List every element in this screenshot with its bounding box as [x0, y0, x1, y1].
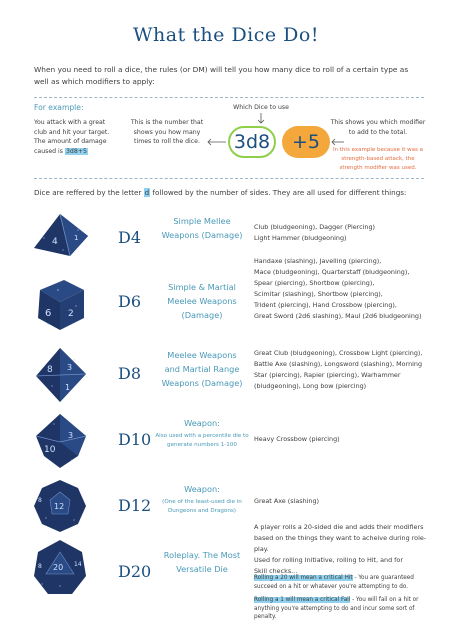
d12-code: D12 — [118, 496, 152, 515]
d12-die-icon — [30, 478, 92, 534]
d12-category: Weapon: — [184, 484, 220, 494]
dice-intro — [34, 188, 444, 197]
desc-line: Club (bludgeoning), Dagger (Piercing) — [254, 223, 376, 231]
d10-description — [254, 434, 434, 445]
desc-line: Great Sword (2d6 slashing), Maul (2d6 bludgeoning) — [254, 312, 422, 320]
svg-text:8: 8 — [38, 563, 42, 570]
page-title: What the Dice Do! — [133, 24, 319, 46]
desc-line: A player rolls a 20-sided die and adds their modifiers — [254, 523, 424, 531]
d20-code: D20 — [118, 562, 152, 581]
svg-text:8: 8 — [38, 497, 42, 504]
d8-category: Meelee Weapons and Martial Range Weapons (Damage) — [161, 350, 243, 388]
desc-line: Great Axe (slashing) — [254, 497, 320, 505]
svg-text:8: 8 — [47, 365, 53, 375]
dice-formula — [228, 122, 342, 162]
d6-category: Simple & Martial Meelee Weapons (Damage) — [167, 282, 237, 320]
d4-code: D4 — [118, 228, 142, 247]
desc-line: Scimitar (slashing), Shortbow (piercing), — [254, 290, 383, 298]
arrow-left-icon — [208, 139, 226, 145]
d20-category: Roleplay. The Most Versatile Die — [163, 550, 241, 574]
svg-text:4: 4 — [52, 237, 58, 247]
d8-die-icon — [30, 346, 92, 404]
crit-fail-highlight: Rolling a 1 will mean a critical Fail — [254, 597, 351, 603]
d10-die-icon — [30, 412, 92, 470]
desc-line: Star (piercing), Rapier (piercing), Warhammer — [254, 371, 401, 379]
d10-subtitle: Also used with a percentile die to generate numbers 1-100 — [155, 433, 249, 448]
example-heading: For example: — [34, 103, 84, 112]
divider — [34, 178, 424, 179]
intro-text: When you need to roll a dice, the rules (or DM) will tell you how many dice to roll of a certain type as well as which modifiers to apply: — [34, 65, 409, 86]
svg-text:12: 12 — [54, 502, 65, 511]
d10-code: D10 — [118, 430, 152, 449]
formula-modifier-part: +5 — [282, 126, 330, 158]
example-left-sentence: You attack with a great club and hit your target. The amount of damage caused is — [34, 119, 110, 155]
d20-note-crit-hit — [254, 574, 438, 591]
svg-text:3: 3 — [67, 363, 73, 372]
svg-text:3: 3 — [68, 431, 74, 440]
desc-line: Mace (bludgeoning), Quarterstaff (bludgeoning), — [254, 268, 410, 276]
dice-intro-letter: d — [144, 188, 150, 197]
desc-line: Skill checks... — [254, 567, 298, 575]
desc-line: Heavy Crossbow (piercing) — [254, 435, 340, 443]
crit-fail-text: - You will fail on a hit or anything you're attempting to do and incur some sort of penalty. — [254, 597, 419, 621]
desc-line: (bludgeoning), Long bow (piercing) — [254, 382, 367, 390]
desc-line: Light Hammer (bludgeoning) — [254, 234, 347, 242]
d8-description — [254, 348, 434, 392]
example-middle-text: This is the number that shows you how many times to roll the dice. — [130, 119, 204, 145]
d8-code: D8 — [118, 364, 142, 383]
desc-line: Great Club (bludgeoning), Crossbow Light (piercing), — [254, 349, 423, 357]
formula-dice-part: 3d8 — [228, 126, 276, 158]
desc-line: based on the things they want to acheive during role-play. — [254, 534, 427, 553]
d20-description — [254, 522, 434, 577]
desc-line: Spear (piercing), Shortbow (piercing), — [254, 279, 375, 287]
d6-description — [254, 256, 434, 322]
d4-die-icon — [30, 212, 92, 258]
d6-die-icon — [30, 276, 92, 334]
example-left-highlight: 3d8+5 — [65, 147, 87, 155]
svg-text:20: 20 — [53, 563, 64, 572]
d6-code: D6 — [118, 292, 142, 311]
svg-text:14: 14 — [74, 561, 82, 568]
svg-text:1: 1 — [65, 383, 71, 392]
d10-category: Weapon: — [184, 418, 220, 428]
which-dice-label: Which Dice to use — [233, 104, 289, 111]
example-right-text: This shows you which modifier to add to the total. — [330, 119, 426, 136]
svg-text:10: 10 — [44, 445, 56, 455]
d12-description — [254, 496, 434, 507]
svg-text:1: 1 — [74, 234, 79, 242]
d20-note-crit-fail — [254, 596, 438, 622]
d4-category: Simple Mellee Weapons (Damage) — [161, 216, 243, 240]
svg-text:2: 2 — [68, 309, 74, 319]
desc-line: Battle Axe (slashing), Longsword (slashing), Morning — [254, 360, 423, 368]
dice-intro-start: Dice are reffered by the letter — [34, 188, 142, 197]
svg-text:6: 6 — [45, 308, 52, 319]
example-right-note: In this example because it was a strength-based attack, the strength modifier was used. — [332, 147, 424, 171]
desc-line: Trident (piercing), Hand Crossbow (piercing), — [254, 301, 397, 309]
dice-intro-end: followed by the number of sides. They are all used for different things: — [152, 188, 407, 197]
d4-description — [254, 222, 434, 244]
desc-line: Handaxe (slashing), Javelling (piercing), — [254, 257, 382, 265]
crit-hit-text: - You are guaranteed succeed on a hit or whatever you're attempting to do. — [254, 575, 414, 590]
d12-subtitle: (One of the least-used die in Dungeons and Dragons) — [162, 499, 242, 514]
d20-die-icon — [30, 538, 92, 600]
desc-line: Used for rolling Initiative, rolling to Hit, and for — [254, 556, 403, 564]
crit-hit-highlight: Rolling a 20 will mean a critical Hit — [254, 575, 353, 581]
